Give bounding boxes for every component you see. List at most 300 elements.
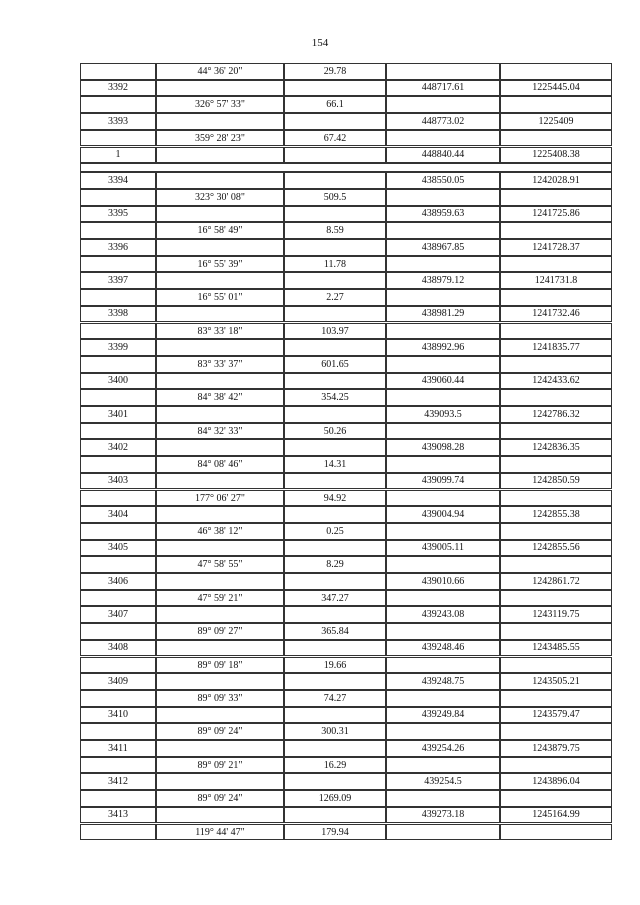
y-coordinate-cell-text: 1242433.62 bbox=[532, 375, 580, 387]
y-coordinate-cell-text: 1241725.86 bbox=[532, 208, 580, 220]
y-coordinate-cell bbox=[500, 406, 612, 423]
angle-cell bbox=[156, 723, 284, 740]
distance-cell-text: 14.31 bbox=[323, 459, 347, 471]
y-coordinate-cell bbox=[500, 339, 612, 356]
x-coordinate-cell bbox=[386, 113, 500, 130]
point-id-cell-text: 3397 bbox=[108, 275, 128, 287]
x-empty-cell bbox=[386, 690, 500, 707]
distance-empty-cell bbox=[284, 239, 386, 256]
point-row bbox=[80, 406, 612, 423]
angle-cell bbox=[156, 389, 284, 406]
angle-cell bbox=[156, 490, 284, 507]
y-coordinate-cell bbox=[500, 573, 612, 590]
y-empty-cell bbox=[500, 790, 612, 807]
x-coordinate-cell-text: 438967.85 bbox=[421, 241, 465, 253]
y-coordinate-cell-text: 1225409 bbox=[538, 115, 574, 127]
distance-cell bbox=[284, 96, 386, 113]
point-id-cell-text: 3410 bbox=[108, 709, 128, 721]
point-row bbox=[80, 339, 612, 356]
angle-cell-text: 84° 08' 46" bbox=[197, 459, 243, 471]
x-coordinate-cell-text: 439243.08 bbox=[421, 609, 465, 621]
segment-row bbox=[80, 456, 612, 473]
point-row bbox=[80, 573, 612, 590]
x-empty-cell bbox=[386, 490, 500, 507]
angle-cell bbox=[156, 289, 284, 306]
block-separator bbox=[80, 163, 612, 172]
y-coordinate-cell bbox=[500, 439, 612, 456]
point-id-cell-text: 3399 bbox=[108, 341, 128, 353]
x-coordinate-cell bbox=[386, 147, 500, 164]
point-id-cell bbox=[80, 172, 156, 189]
y-coordinate-cell-text: 1242861.72 bbox=[532, 575, 580, 587]
distance-cell-text: 67.42 bbox=[323, 132, 347, 144]
angle-cell bbox=[156, 623, 284, 640]
x-empty-cell bbox=[386, 623, 500, 640]
angle-cell bbox=[156, 824, 284, 841]
y-empty-cell bbox=[500, 222, 612, 239]
distance-empty-cell bbox=[284, 373, 386, 390]
distance-cell-text: 509.5 bbox=[323, 191, 347, 203]
distance-cell-text: 50.26 bbox=[323, 425, 347, 437]
distance-cell bbox=[284, 523, 386, 540]
angle-cell-text: 84° 32' 33" bbox=[197, 425, 243, 437]
point-id-cell-text: 3400 bbox=[108, 375, 128, 387]
x-coordinate-cell bbox=[386, 707, 500, 724]
distance-cell bbox=[284, 623, 386, 640]
x-coordinate-cell bbox=[386, 740, 500, 757]
point-empty-cell bbox=[80, 356, 156, 373]
y-coordinate-cell-text: 1242836.35 bbox=[532, 442, 580, 454]
distance-empty-cell bbox=[284, 172, 386, 189]
angle-empty-cell bbox=[156, 606, 284, 623]
point-row bbox=[80, 80, 612, 97]
point-id-cell bbox=[80, 707, 156, 724]
x-coordinate-cell-text: 438992.96 bbox=[421, 341, 465, 353]
y-coordinate-cell-text: 1242855.38 bbox=[532, 508, 580, 520]
point-id-cell-text: 3394 bbox=[108, 174, 128, 186]
point-empty-cell bbox=[80, 590, 156, 607]
point-row bbox=[80, 506, 612, 523]
point-row bbox=[80, 773, 612, 790]
angle-cell bbox=[156, 556, 284, 573]
y-coordinate-cell bbox=[500, 80, 612, 97]
angle-empty-cell bbox=[156, 272, 284, 289]
x-coordinate-cell bbox=[386, 406, 500, 423]
angle-cell-text: 16° 55' 01" bbox=[197, 292, 243, 304]
segment-row bbox=[80, 590, 612, 607]
distance-cell bbox=[284, 389, 386, 406]
point-empty-cell bbox=[80, 456, 156, 473]
point-row bbox=[80, 740, 612, 757]
angle-empty-cell bbox=[156, 172, 284, 189]
point-empty-cell bbox=[80, 289, 156, 306]
x-coordinate-cell-text: 438550.05 bbox=[421, 174, 465, 186]
point-empty-cell bbox=[80, 63, 156, 80]
distance-cell-text: 11.78 bbox=[323, 258, 347, 270]
angle-cell-text: 177° 06' 27" bbox=[195, 492, 245, 504]
distance-cell-text: 354.25 bbox=[321, 392, 349, 404]
point-id-cell bbox=[80, 773, 156, 790]
point-empty-cell bbox=[80, 723, 156, 740]
segment-row bbox=[80, 356, 612, 373]
y-coordinate-cell-text: 1243879.75 bbox=[532, 742, 580, 754]
x-coordinate-cell bbox=[386, 80, 500, 97]
x-coordinate-cell bbox=[386, 573, 500, 590]
angle-empty-cell bbox=[156, 113, 284, 130]
point-empty-cell bbox=[80, 189, 156, 206]
distance-cell-text: 1269.09 bbox=[318, 793, 352, 805]
x-coordinate-cell-text: 439254.5 bbox=[424, 776, 462, 788]
point-row bbox=[80, 807, 612, 824]
x-empty-cell bbox=[386, 389, 500, 406]
y-coordinate-cell-text: 1242855.56 bbox=[532, 542, 580, 554]
angle-cell-text: 89° 09' 24" bbox=[197, 793, 243, 805]
y-coordinate-cell bbox=[500, 373, 612, 390]
point-id-cell bbox=[80, 339, 156, 356]
distance-cell bbox=[284, 456, 386, 473]
point-id-cell-text: 3407 bbox=[108, 609, 128, 621]
distance-cell bbox=[284, 690, 386, 707]
distance-cell-text: 103.97 bbox=[321, 325, 349, 337]
distance-cell bbox=[284, 356, 386, 373]
x-empty-cell bbox=[386, 63, 500, 80]
distance-empty-cell bbox=[284, 339, 386, 356]
distance-cell-text: 8.29 bbox=[326, 559, 344, 571]
x-empty-cell bbox=[386, 556, 500, 573]
x-empty-cell bbox=[386, 96, 500, 113]
segment-row bbox=[80, 289, 612, 306]
y-coordinate-cell bbox=[500, 306, 612, 323]
distance-empty-cell bbox=[284, 439, 386, 456]
segment-row bbox=[80, 96, 612, 113]
point-row bbox=[80, 147, 612, 164]
point-empty-cell bbox=[80, 690, 156, 707]
y-coordinate-cell bbox=[500, 540, 612, 557]
segment-row bbox=[80, 657, 612, 674]
x-empty-cell bbox=[386, 189, 500, 206]
y-coordinate-cell bbox=[500, 606, 612, 623]
point-id-cell bbox=[80, 473, 156, 490]
distance-empty-cell bbox=[284, 606, 386, 623]
point-id-cell bbox=[80, 206, 156, 223]
y-empty-cell bbox=[500, 389, 612, 406]
distance-cell bbox=[284, 222, 386, 239]
y-coordinate-cell bbox=[500, 807, 612, 824]
y-coordinate-cell bbox=[500, 740, 612, 757]
x-coordinate-cell bbox=[386, 673, 500, 690]
point-empty-cell bbox=[80, 556, 156, 573]
distance-empty-cell bbox=[284, 807, 386, 824]
y-empty-cell bbox=[500, 490, 612, 507]
angle-cell-text: 89° 09' 24" bbox=[197, 726, 243, 738]
y-coordinate-cell bbox=[500, 640, 612, 657]
distance-cell bbox=[284, 657, 386, 674]
y-coordinate-cell-text: 1243579.47 bbox=[532, 709, 580, 721]
y-coordinate-cell bbox=[500, 673, 612, 690]
angle-empty-cell bbox=[156, 506, 284, 523]
y-empty-cell bbox=[500, 690, 612, 707]
x-coordinate-cell-text: 439273.18 bbox=[421, 809, 465, 821]
angle-empty-cell bbox=[156, 807, 284, 824]
distance-cell bbox=[284, 790, 386, 807]
point-row bbox=[80, 206, 612, 223]
angle-empty-cell bbox=[156, 206, 284, 223]
point-id-cell-text: 3408 bbox=[108, 642, 128, 654]
distance-cell bbox=[284, 723, 386, 740]
angle-empty-cell bbox=[156, 439, 284, 456]
y-empty-cell bbox=[500, 623, 612, 640]
distance-cell-text: 347.27 bbox=[321, 592, 349, 604]
x-coordinate-cell-text: 438959.63 bbox=[421, 208, 465, 220]
angle-cell-text: 84° 38' 42" bbox=[197, 392, 243, 404]
distance-empty-cell bbox=[284, 306, 386, 323]
distance-cell-text: 66.1 bbox=[326, 99, 344, 111]
x-empty-cell bbox=[386, 423, 500, 440]
point-empty-cell bbox=[80, 130, 156, 147]
distance-cell bbox=[284, 824, 386, 841]
angle-cell bbox=[156, 222, 284, 239]
point-id-cell-text: 3402 bbox=[108, 442, 128, 454]
y-empty-cell bbox=[500, 289, 612, 306]
x-empty-cell bbox=[386, 256, 500, 273]
point-id-cell-text: 3405 bbox=[108, 542, 128, 554]
y-empty-cell bbox=[500, 456, 612, 473]
x-coordinate-cell-text: 448717.61 bbox=[421, 82, 465, 94]
angle-empty-cell bbox=[156, 673, 284, 690]
x-coordinate-cell-text: 448773.02 bbox=[421, 115, 465, 127]
segment-row bbox=[80, 690, 612, 707]
point-empty-cell bbox=[80, 323, 156, 340]
distance-empty-cell bbox=[284, 206, 386, 223]
point-id-cell bbox=[80, 439, 156, 456]
angle-empty-cell bbox=[156, 239, 284, 256]
point-row bbox=[80, 373, 612, 390]
y-empty-cell bbox=[500, 256, 612, 273]
angle-cell-text: 89° 09' 21" bbox=[197, 759, 243, 771]
angle-empty-cell bbox=[156, 640, 284, 657]
point-id-cell-text: 3392 bbox=[108, 82, 128, 94]
segment-row bbox=[80, 490, 612, 507]
point-empty-cell bbox=[80, 757, 156, 774]
x-empty-cell bbox=[386, 356, 500, 373]
point-empty-cell bbox=[80, 423, 156, 440]
x-coordinate-cell bbox=[386, 339, 500, 356]
x-empty-cell bbox=[386, 723, 500, 740]
x-coordinate-cell-text: 439010.66 bbox=[421, 575, 465, 587]
y-coordinate-cell bbox=[500, 206, 612, 223]
x-coordinate-cell bbox=[386, 506, 500, 523]
point-id-cell-text: 3396 bbox=[108, 241, 128, 253]
x-coordinate-cell bbox=[386, 306, 500, 323]
segment-row bbox=[80, 222, 612, 239]
distance-cell bbox=[284, 757, 386, 774]
point-id-cell bbox=[80, 113, 156, 130]
point-id-cell bbox=[80, 573, 156, 590]
angle-cell bbox=[156, 189, 284, 206]
point-empty-cell bbox=[80, 657, 156, 674]
distance-cell-text: 0.25 bbox=[326, 525, 344, 537]
point-row bbox=[80, 239, 612, 256]
angle-cell-text: 46° 38' 12" bbox=[197, 525, 243, 537]
y-coordinate-cell-text: 1225445.04 bbox=[532, 82, 580, 94]
angle-cell bbox=[156, 456, 284, 473]
y-empty-cell bbox=[500, 590, 612, 607]
point-empty-cell bbox=[80, 490, 156, 507]
y-empty-cell bbox=[500, 824, 612, 841]
x-empty-cell bbox=[386, 790, 500, 807]
distance-cell-text: 29.78 bbox=[323, 66, 347, 77]
segment-row bbox=[80, 63, 612, 80]
angle-cell bbox=[156, 63, 284, 80]
x-coordinate-cell-text: 438981.29 bbox=[421, 308, 465, 320]
point-row bbox=[80, 640, 612, 657]
x-coordinate-cell bbox=[386, 606, 500, 623]
angle-cell bbox=[156, 790, 284, 807]
point-row bbox=[80, 540, 612, 557]
segment-row bbox=[80, 824, 612, 841]
x-empty-cell bbox=[386, 590, 500, 607]
y-empty-cell bbox=[500, 723, 612, 740]
x-coordinate-cell bbox=[386, 206, 500, 223]
distance-empty-cell bbox=[284, 406, 386, 423]
x-empty-cell bbox=[386, 289, 500, 306]
angle-cell-text: 326° 57' 33" bbox=[195, 99, 245, 111]
y-coordinate-cell bbox=[500, 172, 612, 189]
point-id-cell bbox=[80, 306, 156, 323]
point-empty-cell bbox=[80, 790, 156, 807]
distance-cell bbox=[284, 189, 386, 206]
segment-row bbox=[80, 256, 612, 273]
point-empty-cell bbox=[80, 523, 156, 540]
point-row bbox=[80, 172, 612, 189]
distance-cell-text: 74.27 bbox=[323, 692, 347, 704]
y-coordinate-cell bbox=[500, 239, 612, 256]
angle-cell-text: 47° 59' 21" bbox=[197, 592, 243, 604]
distance-cell bbox=[284, 490, 386, 507]
x-coordinate-cell-text: 439060.44 bbox=[421, 375, 465, 387]
angle-cell-text: 83° 33' 37" bbox=[197, 358, 243, 370]
distance-empty-cell bbox=[284, 473, 386, 490]
point-id-cell bbox=[80, 673, 156, 690]
y-empty-cell bbox=[500, 523, 612, 540]
point-row bbox=[80, 113, 612, 130]
y-coordinate-cell bbox=[500, 773, 612, 790]
x-coordinate-cell bbox=[386, 640, 500, 657]
segment-row bbox=[80, 723, 612, 740]
point-id-cell bbox=[80, 80, 156, 97]
distance-cell-text: 601.65 bbox=[321, 358, 349, 370]
distance-cell-text: 300.31 bbox=[321, 726, 349, 738]
angle-cell-text: 47° 58' 55" bbox=[197, 559, 243, 571]
angle-cell bbox=[156, 423, 284, 440]
y-coordinate-cell bbox=[500, 113, 612, 130]
segment-row bbox=[80, 757, 612, 774]
angle-empty-cell bbox=[156, 540, 284, 557]
distance-empty-cell bbox=[284, 272, 386, 289]
angle-cell bbox=[156, 523, 284, 540]
x-coordinate-cell-text: 439098.28 bbox=[421, 442, 465, 454]
point-empty-cell bbox=[80, 96, 156, 113]
angle-empty-cell bbox=[156, 773, 284, 790]
x-empty-cell bbox=[386, 523, 500, 540]
point-id-cell bbox=[80, 239, 156, 256]
point-row bbox=[80, 439, 612, 456]
angle-cell bbox=[156, 356, 284, 373]
y-coordinate-cell bbox=[500, 506, 612, 523]
point-id-cell bbox=[80, 147, 156, 164]
y-coordinate-cell-text: 1242850.59 bbox=[532, 475, 580, 487]
distance-cell bbox=[284, 63, 386, 80]
x-coordinate-cell bbox=[386, 773, 500, 790]
y-coordinate-cell-text: 1242786.32 bbox=[532, 408, 580, 420]
distance-cell bbox=[284, 556, 386, 573]
x-empty-cell bbox=[386, 130, 500, 147]
segment-row bbox=[80, 623, 612, 640]
angle-empty-cell bbox=[156, 473, 284, 490]
distance-empty-cell bbox=[284, 573, 386, 590]
angle-cell bbox=[156, 130, 284, 147]
point-id-cell-text: 3401 bbox=[108, 408, 128, 420]
x-coordinate-cell-text: 439249.84 bbox=[421, 709, 465, 721]
angle-cell bbox=[156, 757, 284, 774]
y-empty-cell bbox=[500, 657, 612, 674]
x-empty-cell bbox=[386, 657, 500, 674]
point-id-cell-text: 1 bbox=[115, 149, 121, 161]
point-row bbox=[80, 707, 612, 724]
x-coordinate-cell-text: 439005.11 bbox=[421, 542, 465, 554]
angle-empty-cell bbox=[156, 740, 284, 757]
y-coordinate-cell-text: 1243896.04 bbox=[532, 776, 580, 788]
angle-empty-cell bbox=[156, 573, 284, 590]
distance-cell bbox=[284, 323, 386, 340]
y-coordinate-cell bbox=[500, 707, 612, 724]
x-empty-cell bbox=[386, 824, 500, 841]
x-coordinate-cell-text: 439004.94 bbox=[421, 508, 465, 520]
distance-empty-cell bbox=[284, 506, 386, 523]
angle-cell-text: 89° 09' 33" bbox=[197, 692, 243, 704]
point-id-cell-text: 3413 bbox=[108, 809, 128, 821]
distance-cell-text: 8.59 bbox=[326, 225, 344, 237]
distance-cell bbox=[284, 256, 386, 273]
x-coordinate-cell-text: 448840.44 bbox=[421, 149, 465, 161]
point-id-cell bbox=[80, 606, 156, 623]
x-coordinate-cell bbox=[386, 239, 500, 256]
segment-row bbox=[80, 790, 612, 807]
distance-cell-text: 19.66 bbox=[323, 659, 347, 671]
angle-empty-cell bbox=[156, 80, 284, 97]
distance-cell-text: 179.94 bbox=[321, 826, 349, 838]
distance-cell bbox=[284, 590, 386, 607]
segment-row bbox=[80, 423, 612, 440]
x-empty-cell bbox=[386, 456, 500, 473]
x-empty-cell bbox=[386, 757, 500, 774]
point-row bbox=[80, 673, 612, 690]
distance-empty-cell bbox=[284, 540, 386, 557]
distance-cell-text: 2.27 bbox=[326, 292, 344, 304]
point-empty-cell bbox=[80, 222, 156, 239]
distance-empty-cell bbox=[284, 640, 386, 657]
point-id-cell bbox=[80, 640, 156, 657]
angle-empty-cell bbox=[156, 339, 284, 356]
point-id-cell-text: 3393 bbox=[108, 115, 128, 127]
distance-cell bbox=[284, 423, 386, 440]
point-id-cell bbox=[80, 373, 156, 390]
segment-row bbox=[80, 556, 612, 573]
angle-cell bbox=[156, 657, 284, 674]
x-empty-cell bbox=[386, 222, 500, 239]
page-number: 154 bbox=[311, 37, 329, 49]
point-id-cell bbox=[80, 506, 156, 523]
